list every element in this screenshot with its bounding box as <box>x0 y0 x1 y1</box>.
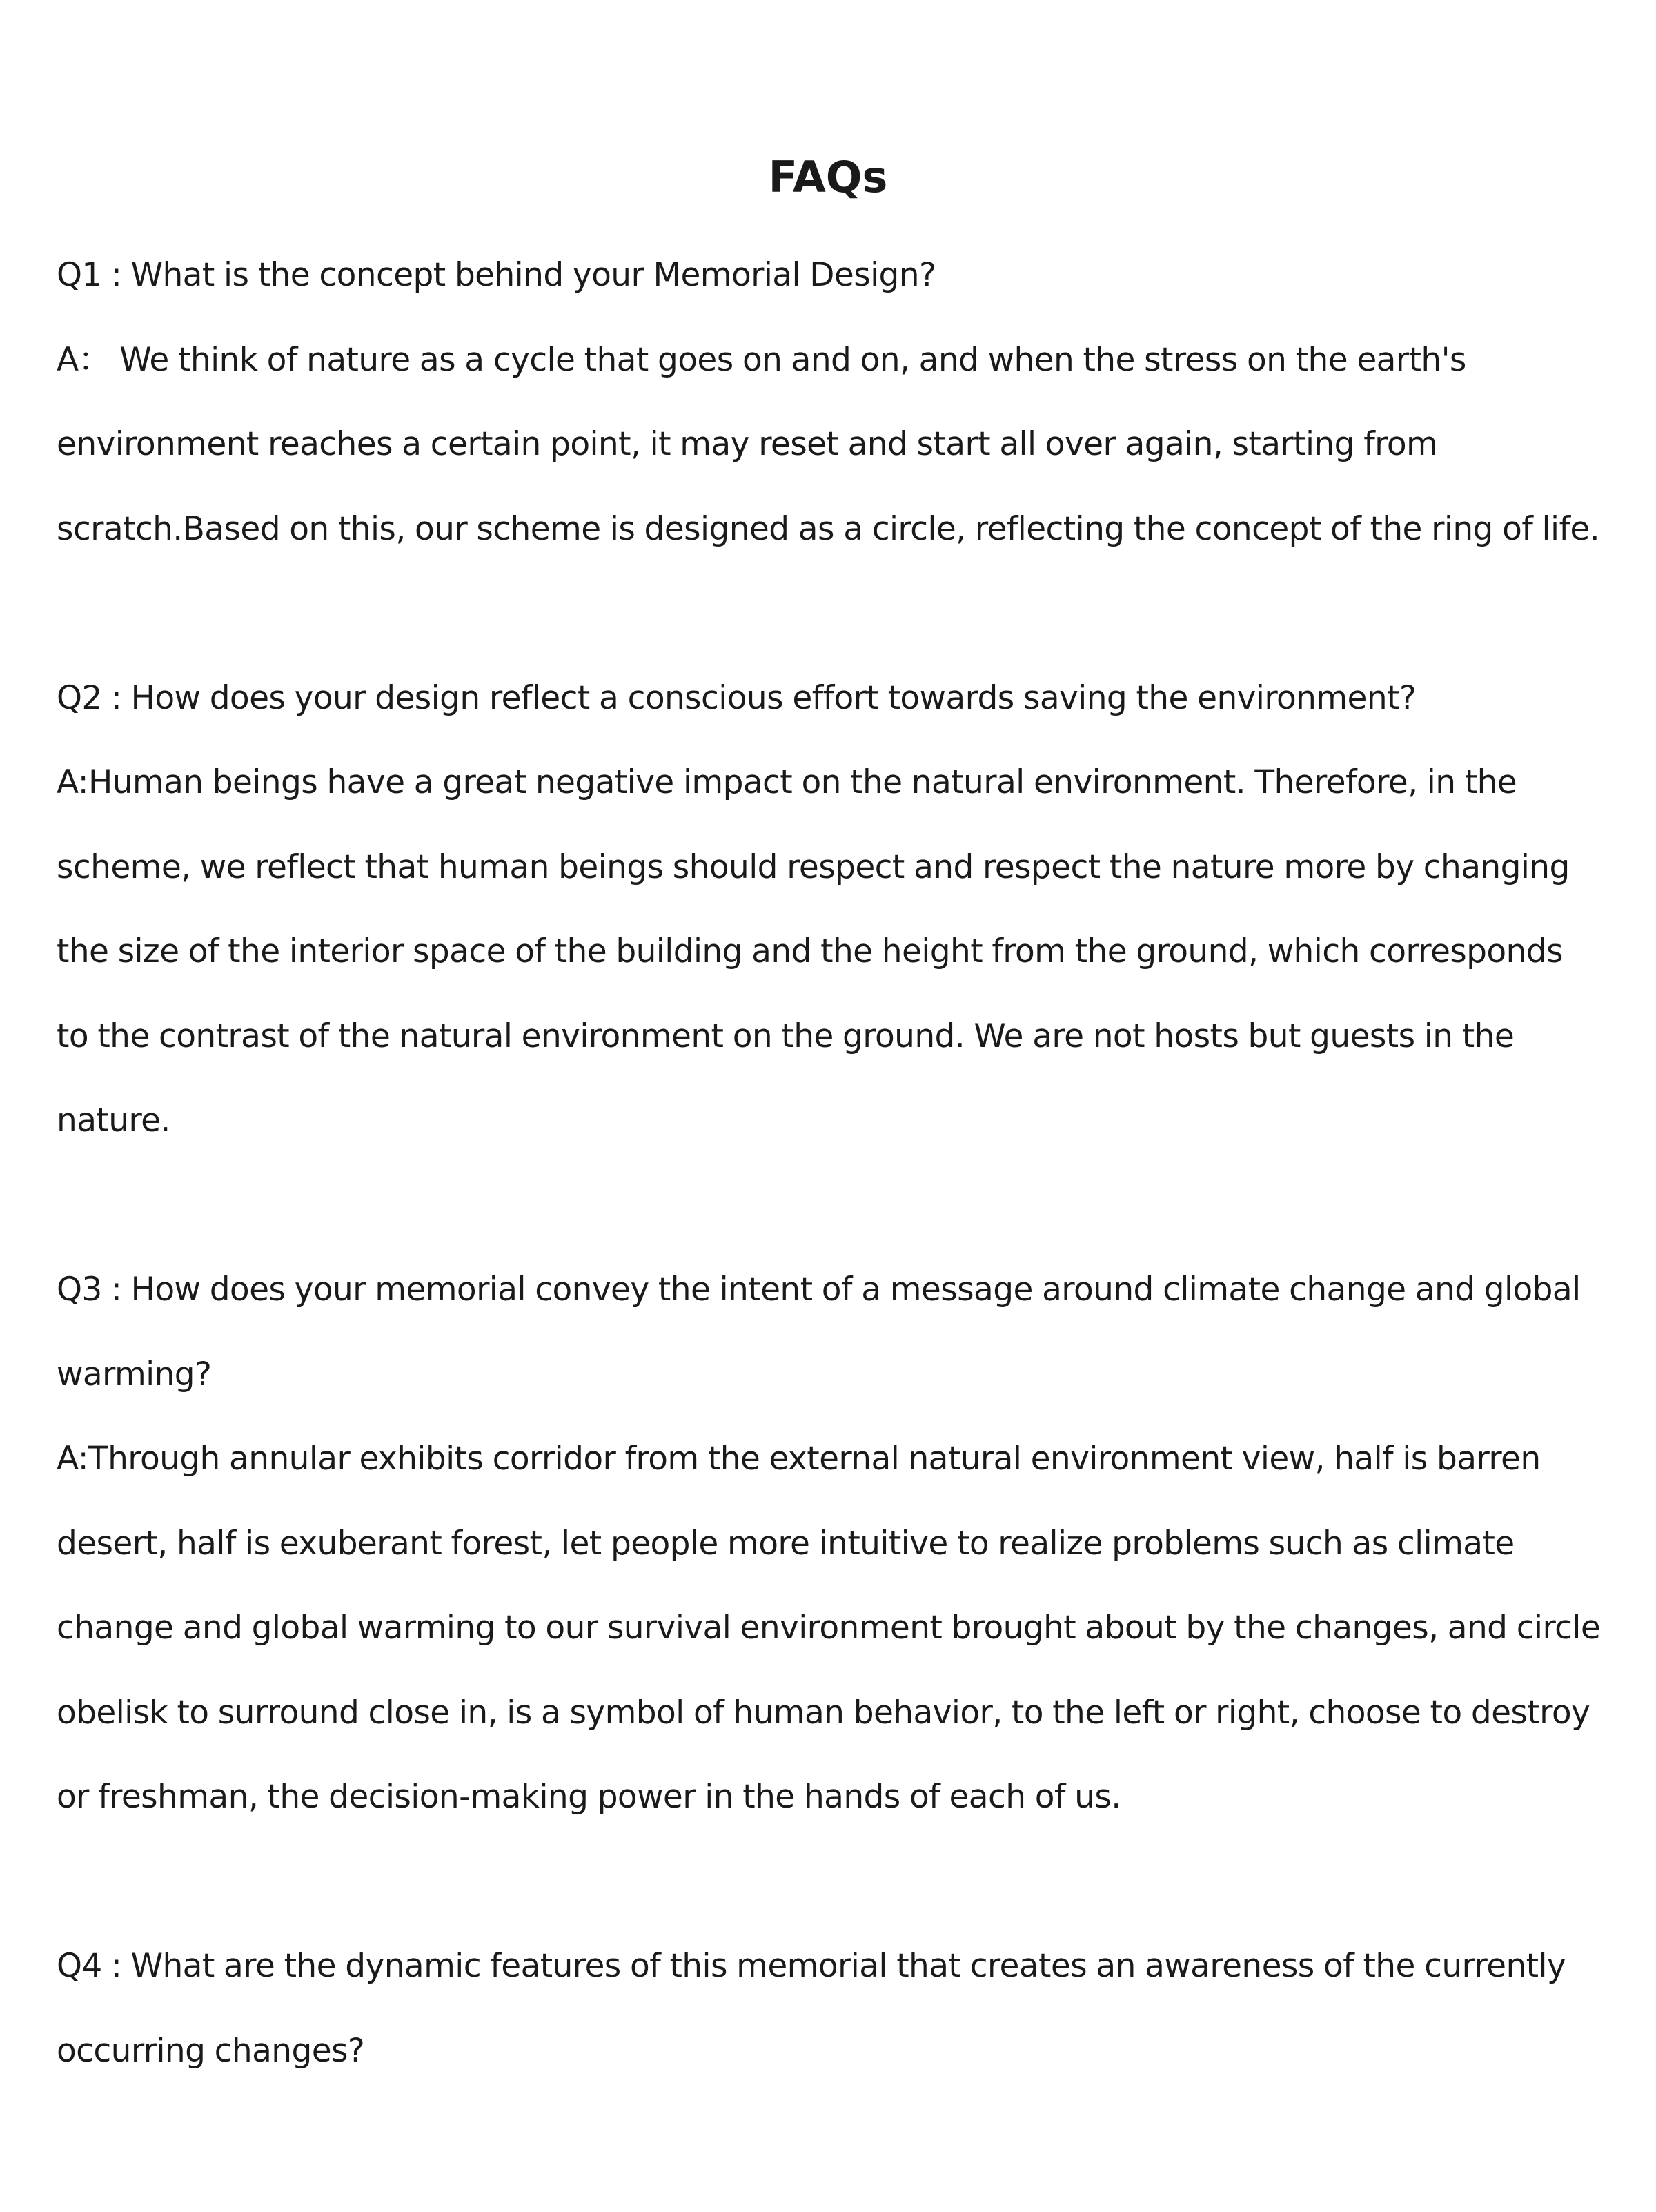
faq-item-2 <box>57 656 1656 1164</box>
faq-answer-line: scheme, we reflect that human beings should respect and respect the nature more by changing <box>57 848 1570 886</box>
faq-question: Q1 : What is the concept behind your Memorial Design? <box>57 256 936 294</box>
faq-question: warming? <box>57 1355 212 1393</box>
faq-answer-line: A： We think of nature as a cycle that goes on and on, and when the stress on the earth's <box>57 340 1466 379</box>
faq-answer-line: obelisk to surround close in, is a symbol of human behavior, to the left or right, choose to destroy <box>57 1693 1590 1732</box>
faq-answer-line: A:Through annular exhibits corridor from the external natural environment view, half is barren <box>57 1440 1541 1478</box>
faq-answer-line: desert, half is exuberant forest, let people more intuitive to realize problems such as climate <box>57 1524 1515 1563</box>
spacer <box>57 1840 1656 1925</box>
faq-answer-line: change and global warming to our survival environment brought about by the changes, and circle <box>57 1609 1601 1647</box>
faq-question: Q3 : How does your memorial convey the intent of a message around climate change and global <box>57 1271 1581 1309</box>
faq-answer-line: the size of the interior space of the building and the height from the ground, which corresponds <box>57 932 1563 970</box>
faq-answer-line: A:Human beings have a great negative impact on the natural environment. Therefore, in the <box>57 763 1517 801</box>
faq-item-4 <box>57 1924 1656 2093</box>
faq-question: Q4 : What are the dynamic features of this memorial that creates an awareness of the currently <box>57 1947 1566 1985</box>
faq-answer-line: to the contrast of the natural environment on the ground. We are not hosts but guests in the <box>57 1017 1515 1055</box>
spacer <box>57 571 1656 656</box>
faq-list <box>57 233 1656 2093</box>
faq-answer-line: or freshman, the decision-making power in the hands of each of us. <box>57 1778 1121 1816</box>
page-title: FAQs <box>768 152 888 202</box>
spacer <box>57 1164 1656 1249</box>
faq-answer-line: environment reaches a certain point, it may reset and start all over again, starting from <box>57 425 1438 463</box>
faq-question: occurring changes? <box>57 2031 365 2070</box>
faq-item-1 <box>57 233 1656 571</box>
faq-answer-line: nature. <box>57 1102 170 1139</box>
faq-question: Q2 : How does your design reflect a conscious effort towards saving the environment? <box>57 678 1417 717</box>
faq-item-3 <box>57 1248 1656 1840</box>
faq-answer-line: scratch.Based on this, our scheme is designed as a circle, reflecting the concept of the ring of life. <box>57 509 1600 548</box>
